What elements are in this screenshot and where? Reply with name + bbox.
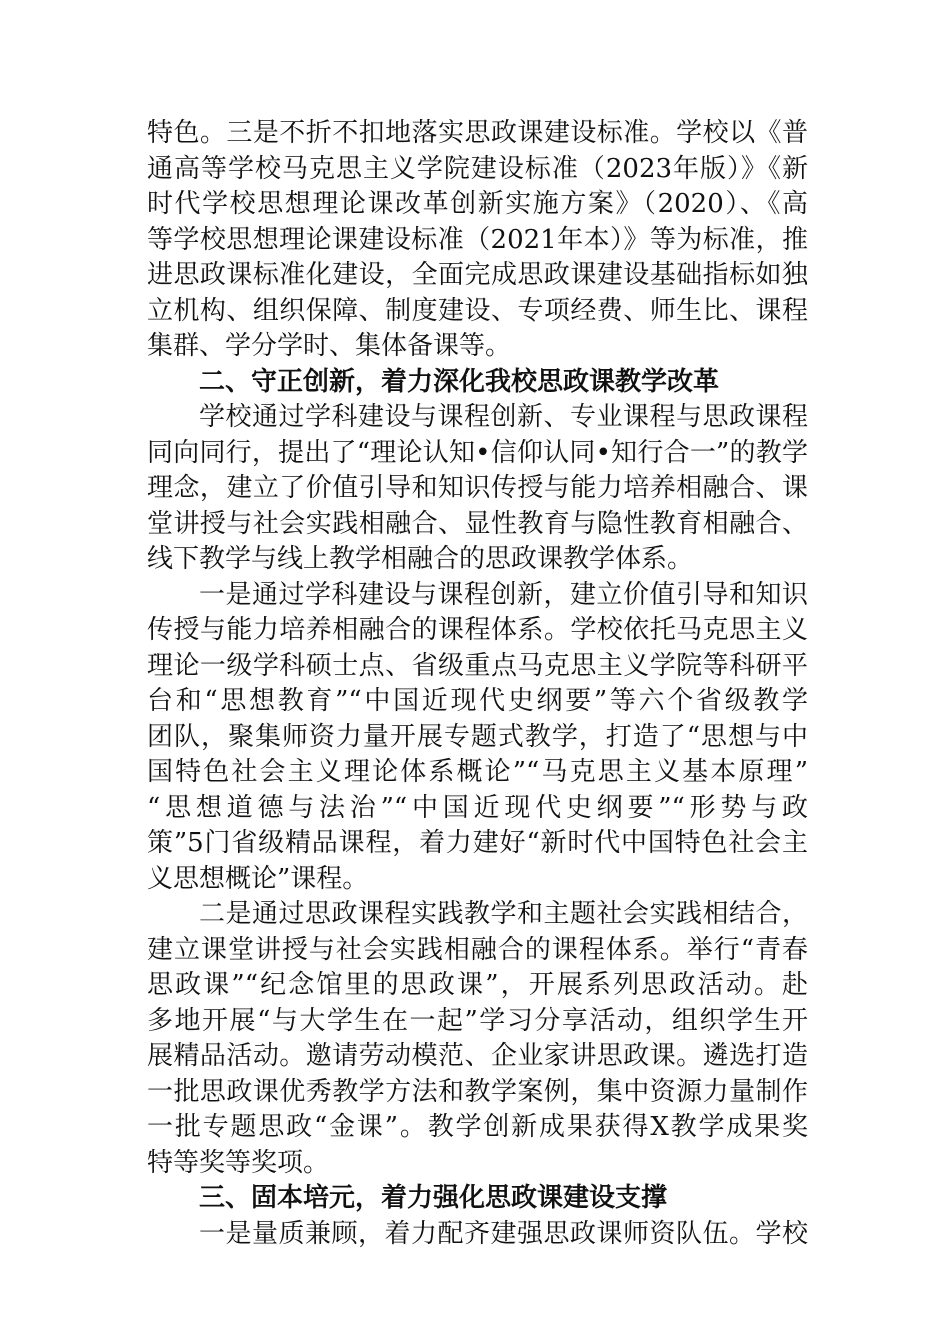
text-line: 义思想概论”课程。 <box>147 863 369 894</box>
section-heading-2: 二、守正创新，着力深化我校思政课教学改革 <box>199 366 720 397</box>
text-line: 多地开展“与大学生在一起”学习分享活动，组织学生开 <box>147 1005 808 1036</box>
text-line: 进思政课标准化建设，全面完成思政课建设基础指标如独 <box>147 260 808 290</box>
text-line: 理论一级学科硕士点、省级重点马克思主义学院等科研平 <box>147 650 808 681</box>
text-line: 特色。三是不折不扣地落实思政课建设标准。学校以《普 <box>147 118 808 148</box>
text-line: 传授与能力培养相融合的课程体系。学校依托马克思主义 <box>147 615 808 645</box>
text-line: 特等奖等奖项。 <box>147 1147 330 1178</box>
text-line: 学校通过学科建设与课程创新、专业课程与思政课程 <box>199 402 808 432</box>
text-line: 同向同行，提出了“理论认知•信仰认同•知行合一”的教学 <box>147 437 808 468</box>
text-line: 国特色社会主义理论体系概论”“马克思主义基本原理” <box>147 757 808 787</box>
text-line: “思想道德与法治”“中国近现代史纲要”“形势与政 <box>147 792 808 823</box>
text-line: 线下教学与线上教学相融合的思政课教学体系。 <box>147 544 694 574</box>
section-heading-3: 三、固本培元，着力强化思政课建设支撑 <box>199 1183 668 1213</box>
document-body <box>147 116 808 1252</box>
text-line: 一是量质兼顾，着力配齐建强思政课师资队伍。学校 <box>199 1218 808 1249</box>
text-line: 策”5门省级精品课程，着力建好“新时代中国特色社会主 <box>147 828 808 858</box>
text-line: 堂讲授与社会实践相融合、显性教育与隐性教育相融合、 <box>147 508 808 539</box>
text-line: 团队，聚集师资力量开展专题式教学，打造了“思想与中 <box>147 721 808 752</box>
text-line: 建立课堂讲授与社会实践相融合的课程体系。举行“青春 <box>147 934 808 965</box>
text-line: 台和“思想教育”“中国近现代史纲要”等六个省级教学 <box>147 686 808 716</box>
text-line: 通高等学校马克思主义学院建设标准（2023年版）》《新 <box>147 153 808 184</box>
text-line: 一批思政课优秀教学方法和教学案例，集中资源力量制作 <box>147 1076 808 1107</box>
text-line: 一批专题思政“金课”。教学创新成果获得X教学成果奖 <box>147 1112 808 1142</box>
text-line: 时代学校思想理论课改革创新实施方案》（2020）、《高 <box>147 189 808 219</box>
text-line: 等学校思想理论课建设标准（2021年本）》等为标准，推 <box>147 224 808 255</box>
text-line: 一是通过学科建设与课程创新，建立价值引导和知识 <box>199 579 808 610</box>
text-line: 理念，建立了价值引导和知识传授与能力培养相融合、课 <box>147 473 808 503</box>
text-line: 集群、学分学时、集体备课等。 <box>147 331 512 361</box>
text-line: 二是通过思政课程实践教学和主题社会实践相结合， <box>199 899 808 929</box>
text-line: 立机构、组织保障、制度建设、专项经费、师生比、课程 <box>147 295 808 326</box>
text-line: 展精品活动。邀请劳动模范、企业家讲思政课。遴选打造 <box>147 1041 808 1071</box>
text-line: 思政课”“纪念馆里的思政课”，开展系列思政活动。赴 <box>147 970 808 1000</box>
